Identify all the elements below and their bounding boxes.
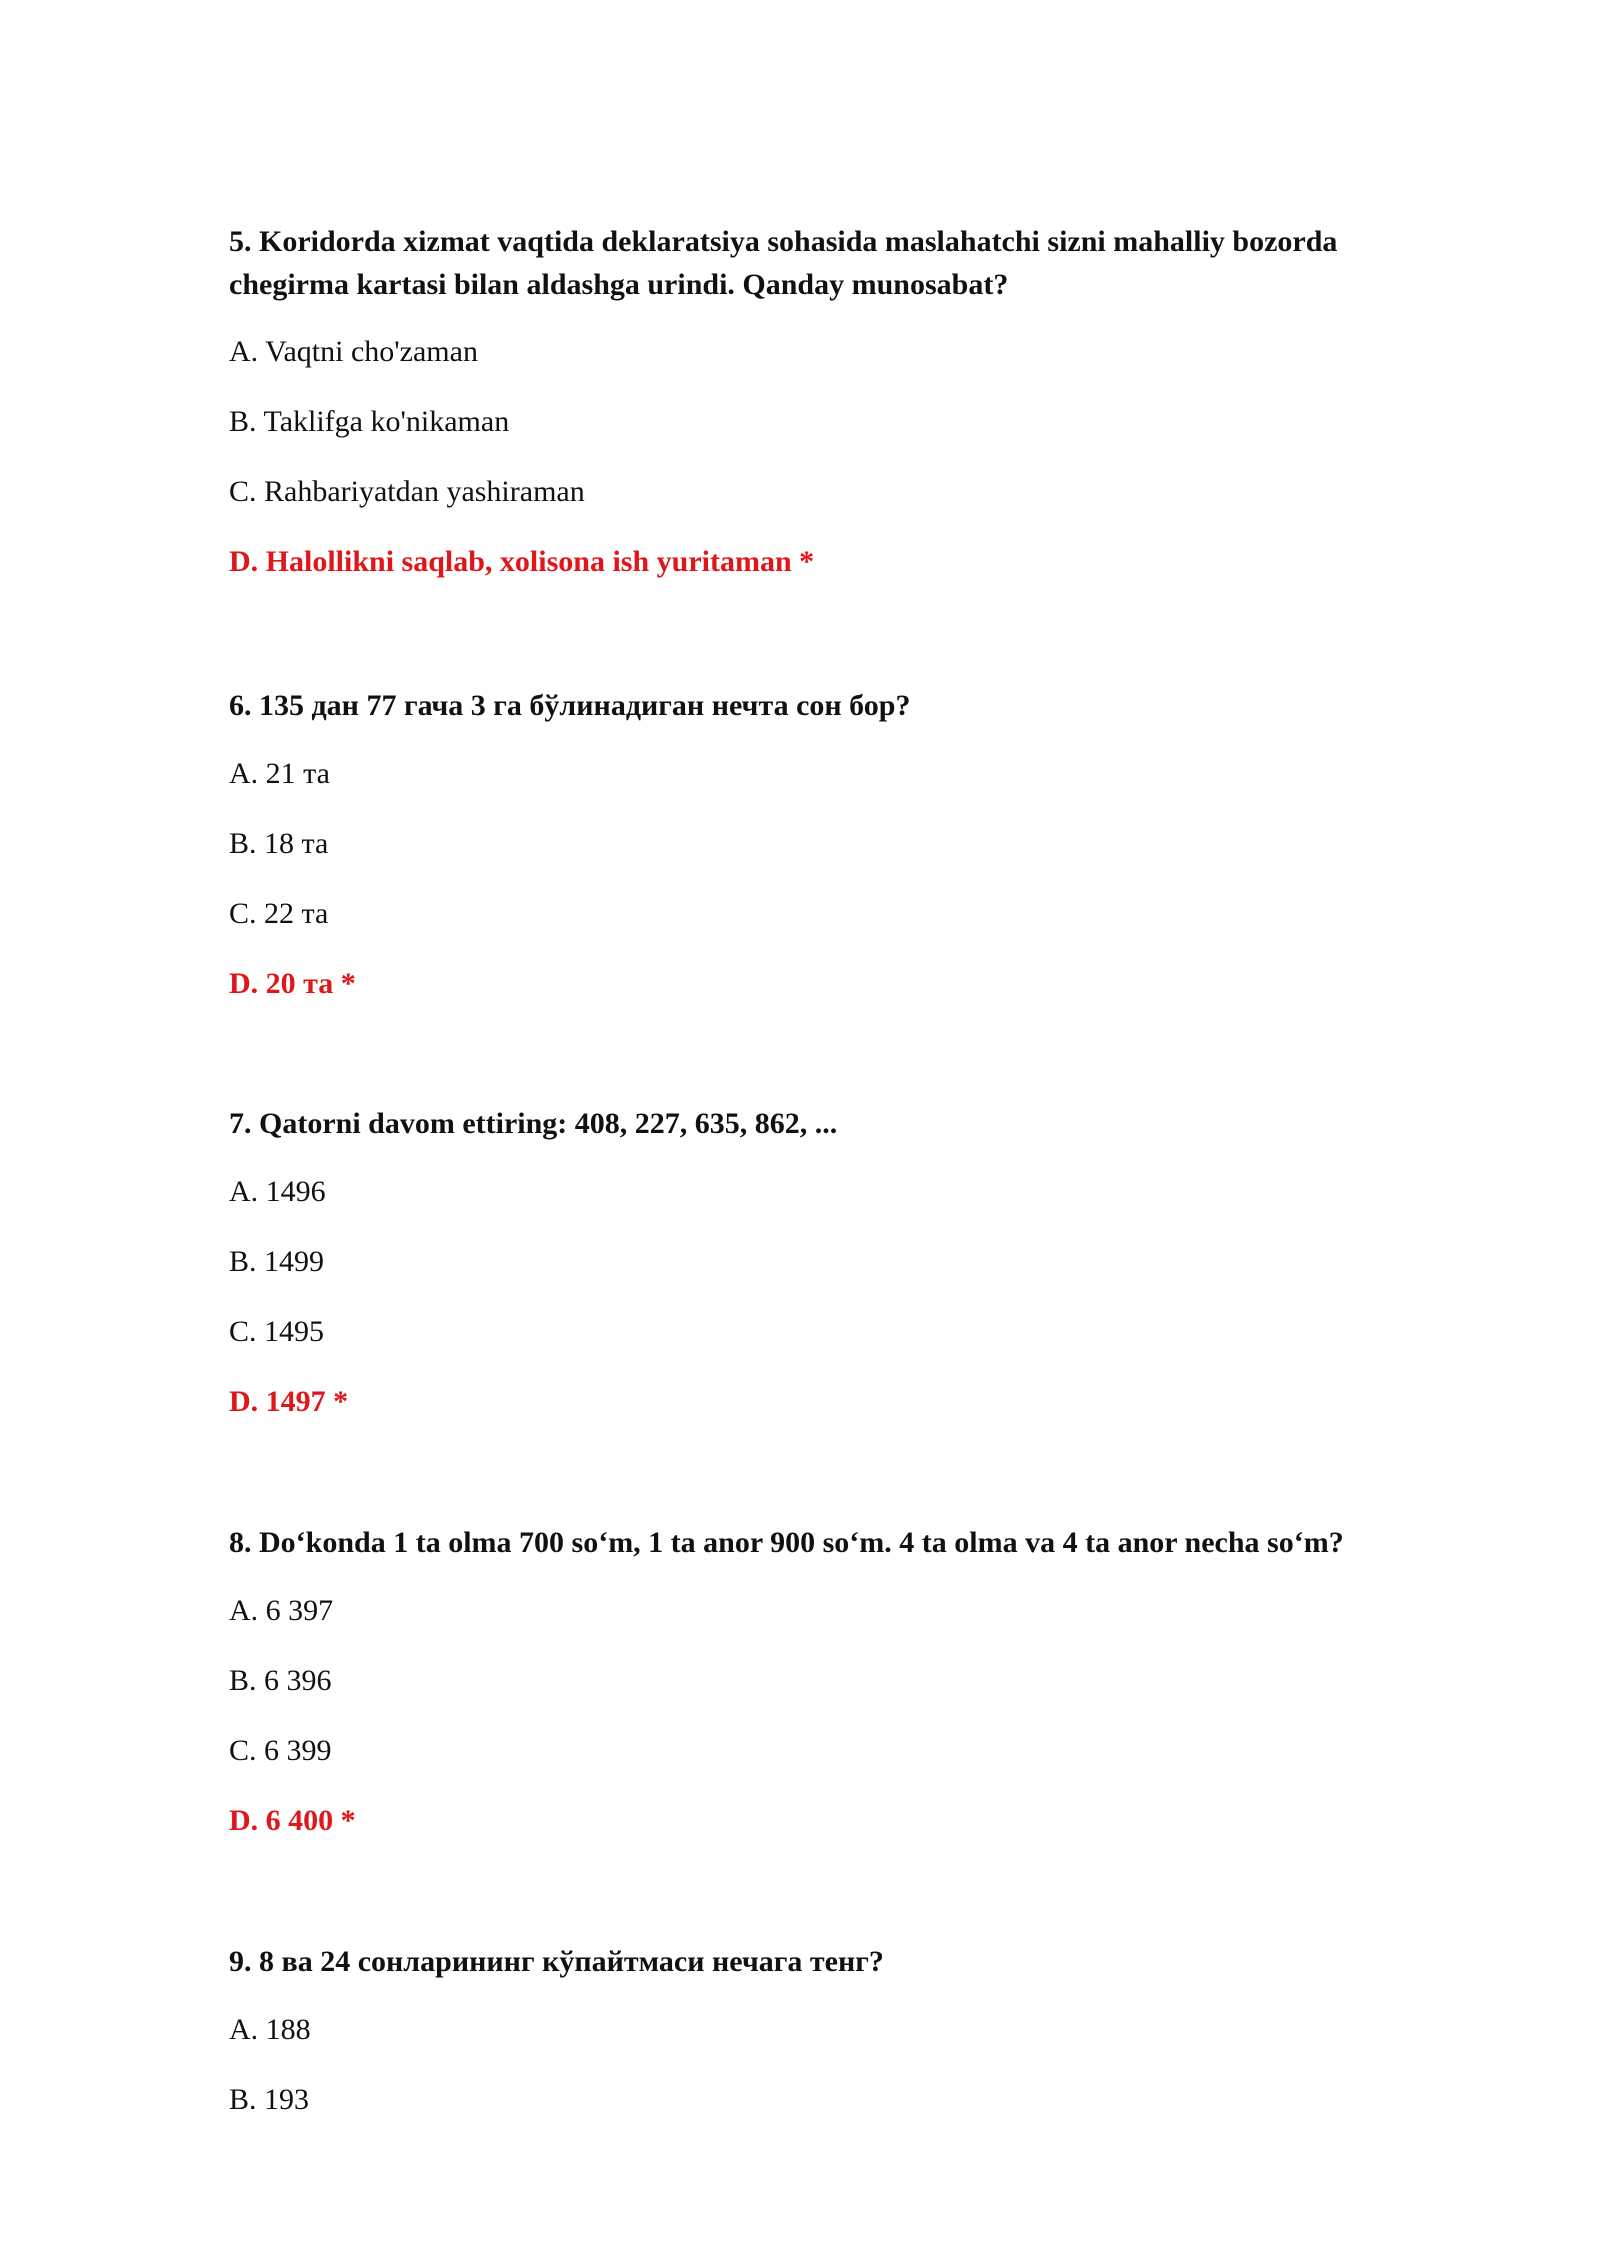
answer-option-d-correct: D. 20 та * <box>229 967 356 1000</box>
answer-option-c: C. Rahbariyatdan yashiraman <box>229 475 585 508</box>
answer-option-c: C. 6 399 <box>229 1734 332 1767</box>
answer-option-b: B. 193 <box>229 2083 310 2116</box>
answer-option-b: B. Taklifga ko'nikaman <box>229 405 510 438</box>
answer-option-a: A. Vaqtni cho'zaman <box>229 335 478 368</box>
question-text: 9. 8 ва 24 сонларининг кўпайтмаси нечага тенг? <box>229 1945 884 1978</box>
answer-option-a: A. 188 <box>229 2013 311 2046</box>
answer-option-c: C. 1495 <box>229 1315 325 1348</box>
answer-option-a: A. 21 та <box>229 757 330 790</box>
answer-option-d-correct: D. 1497 * <box>229 1385 349 1418</box>
question-text: 6. 135 дан 77 гача 3 га бўлинадиган нечта сон бор? <box>229 689 911 722</box>
answer-option-c: C. 22 та <box>229 897 329 930</box>
answer-option-b: B. 1499 <box>229 1245 325 1278</box>
question-7 <box>229 1102 1459 1422</box>
question-8 <box>229 1521 1459 1841</box>
answer-option-d-correct: D. 6 400 * <box>229 1804 356 1837</box>
question-5 <box>229 220 1459 600</box>
question-text: 7. Qatorni davom ettiring: 408, 227, 635, 862, ... <box>229 1107 838 1140</box>
answer-option-d-correct: D. Halollikni saqlab, xolisona ish yuritaman * <box>229 545 815 578</box>
answer-option-a: A. 1496 <box>229 1175 326 1208</box>
answer-option-a: A. 6 397 <box>229 1594 334 1627</box>
answer-option-b: B. 18 та <box>229 827 329 860</box>
answer-option-b: B. 6 396 <box>229 1664 332 1697</box>
question-text: 5. Koridorda xizmat vaqtida deklaratsiya sohasida maslahatchi sizni mahalliy bozorda chegirma kartasi bilan aldashga urindi. Qanday munosabat? <box>229 225 1338 301</box>
question-text: 8. Do‘konda 1 ta olma 700 so‘m, 1 ta anor 900 so‘m. 4 ta olma va 4 ta anor necha so‘m? <box>229 1526 1344 1559</box>
question-6 <box>229 684 1459 1004</box>
question-9 <box>229 1940 1459 2120</box>
